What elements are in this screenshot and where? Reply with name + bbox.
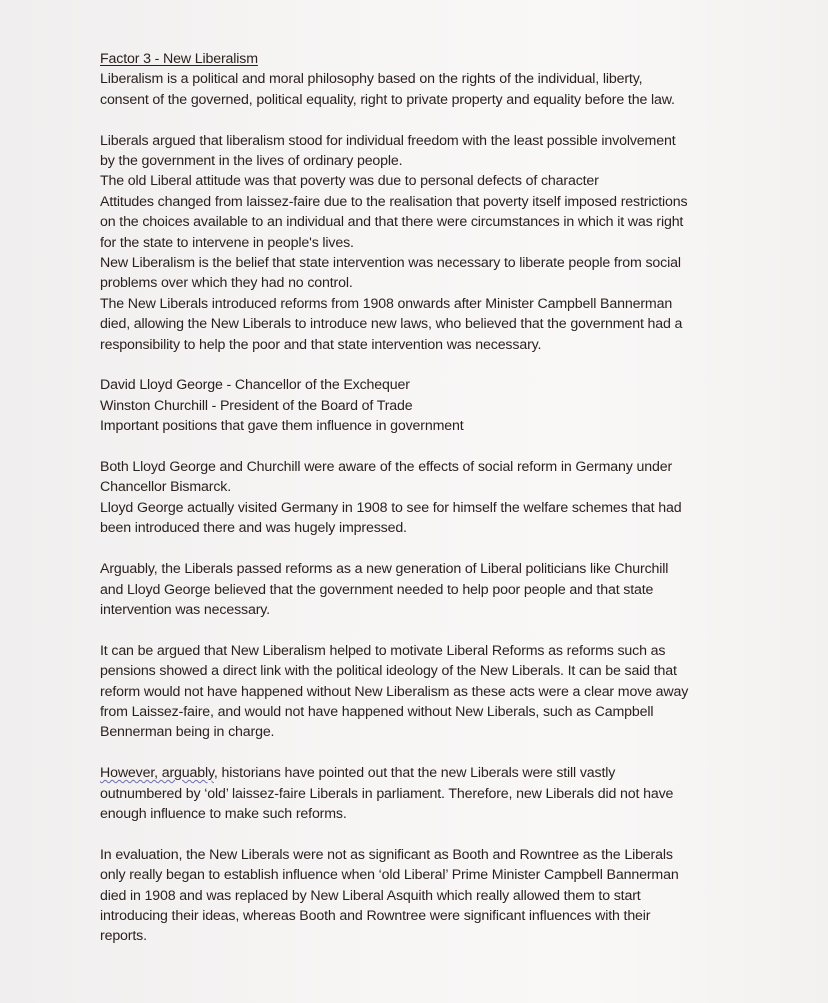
paragraph-spacer bbox=[100, 620, 740, 640]
paragraph-argument bbox=[100, 641, 740, 743]
section-title: Factor 3 - New Liberalism bbox=[100, 51, 258, 67]
text-line: In evaluation, the New Liberals were not as significant as Booth and Rowntree as the Liberals bbox=[100, 846, 673, 863]
text-line: for the state to intervene in people's lives. bbox=[100, 234, 354, 251]
text-line: from Laissez-faire, and would not have happened without New Liberals, such as Campbell bbox=[100, 703, 654, 720]
text-line: outnumbered by ‘old’ laissez-faire Liberals in parliament. Therefore, new Liberals did not have bbox=[100, 785, 674, 802]
paragraph-spacer bbox=[100, 539, 740, 559]
text-line: only really began to establish influence when ‘old Liberal’ Prime Minister Campbell Bannerman bbox=[100, 867, 679, 884]
text-line: David Lloyd George - Chancellor of the Exchequer bbox=[100, 377, 410, 394]
text-line: Important positions that gave them influence in government bbox=[100, 418, 464, 435]
text-line: Liberals argued that liberalism stood for individual freedom with the least possible involvement bbox=[100, 132, 676, 149]
text-line: The New Liberals introduced reforms from 1908 onwards after Minister Campbell Bannerman bbox=[100, 295, 673, 312]
text-line: Both Lloyd George and Churchill were aware of the effects of social reform in Germany under bbox=[100, 459, 673, 476]
paragraph-spacer bbox=[100, 355, 740, 375]
text-line: Attitudes changed from laissez-faire due to the realisation that poverty itself imposed restrictions bbox=[100, 193, 688, 210]
text-line: by the government in the lives of ordinary people. bbox=[100, 153, 403, 170]
paragraph-spacer bbox=[100, 743, 740, 763]
paragraph-spacer bbox=[100, 437, 740, 457]
paragraph-germany bbox=[100, 457, 740, 539]
text-line: New Liberalism is the belief that state intervention was necessary to liberate people from social bbox=[100, 255, 681, 272]
text-line: responsibility to help the poor and that state intervention was necessary. bbox=[100, 336, 542, 353]
text-line: introducing their ideas, whereas Booth and Rowntree were significant influences with their bbox=[100, 907, 651, 924]
text-span: , historians have pointed out that the new Liberals were still vastly bbox=[213, 765, 616, 782]
paragraph-arguably bbox=[100, 559, 740, 620]
paragraph-evaluation bbox=[100, 845, 740, 947]
text-line: Winston Churchill - President of the Board of Trade bbox=[100, 397, 413, 414]
text-line: and Lloyd George believed that the government needed to help poor people and that state bbox=[100, 581, 654, 598]
text-line: pensions showed a direct link with the political ideology of the New Liberals. It can be said that bbox=[100, 663, 677, 680]
text-line: enough influence to make such reforms. bbox=[100, 805, 347, 822]
text-line: intervention was necessary. bbox=[100, 601, 270, 618]
text-line: reform would not have happened without New Liberalism as these acts were a clear move away bbox=[100, 683, 689, 700]
paragraph-key-figures bbox=[100, 375, 740, 436]
text-line: consent of the governed, political equality, right to private property and equality before the law. bbox=[100, 91, 675, 108]
spellcheck-marked-text: However, arguably bbox=[100, 765, 214, 782]
paragraph-liberal-attitudes bbox=[100, 131, 740, 355]
paragraph-spacer bbox=[100, 824, 740, 844]
text-line: reports. bbox=[100, 928, 147, 945]
text-line: Bennerman being in charge. bbox=[100, 724, 275, 741]
text-line: Arguably, the Liberals passed reforms as a new generation of Liberal politicians like Churchill bbox=[100, 561, 669, 578]
text-line: Chancellor Bismarck. bbox=[100, 479, 232, 496]
paragraph-counterargument bbox=[100, 763, 740, 824]
text-line: died in 1908 and was replaced by New Liberal Asquith which really allowed them to start bbox=[100, 887, 641, 904]
paragraph-spacer bbox=[100, 110, 740, 130]
document-body bbox=[100, 49, 740, 947]
text-line: on the choices available to an individual and that there were circumstances in which it was right bbox=[100, 214, 684, 231]
text-line: It can be argued that New Liberalism helped to motivate Liberal Reforms as reforms such as bbox=[100, 642, 666, 659]
text-line bbox=[100, 763, 740, 783]
paragraph-definition bbox=[100, 69, 740, 110]
text-line: The old Liberal attitude was that poverty was due to personal defects of character bbox=[100, 173, 599, 190]
text-line: Liberalism is a political and moral philosophy based on the rights of the individual, liberty, bbox=[100, 71, 643, 88]
text-line: problems over which they had no control. bbox=[100, 275, 353, 292]
text-line: died, allowing the New Liberals to introduce new laws, who believed that the government had a bbox=[100, 316, 683, 333]
text-line: Lloyd George actually visited Germany in 1908 to see for himself the welfare schemes that had bbox=[100, 499, 682, 516]
text-line: been introduced there and was hugely impressed. bbox=[100, 520, 407, 537]
